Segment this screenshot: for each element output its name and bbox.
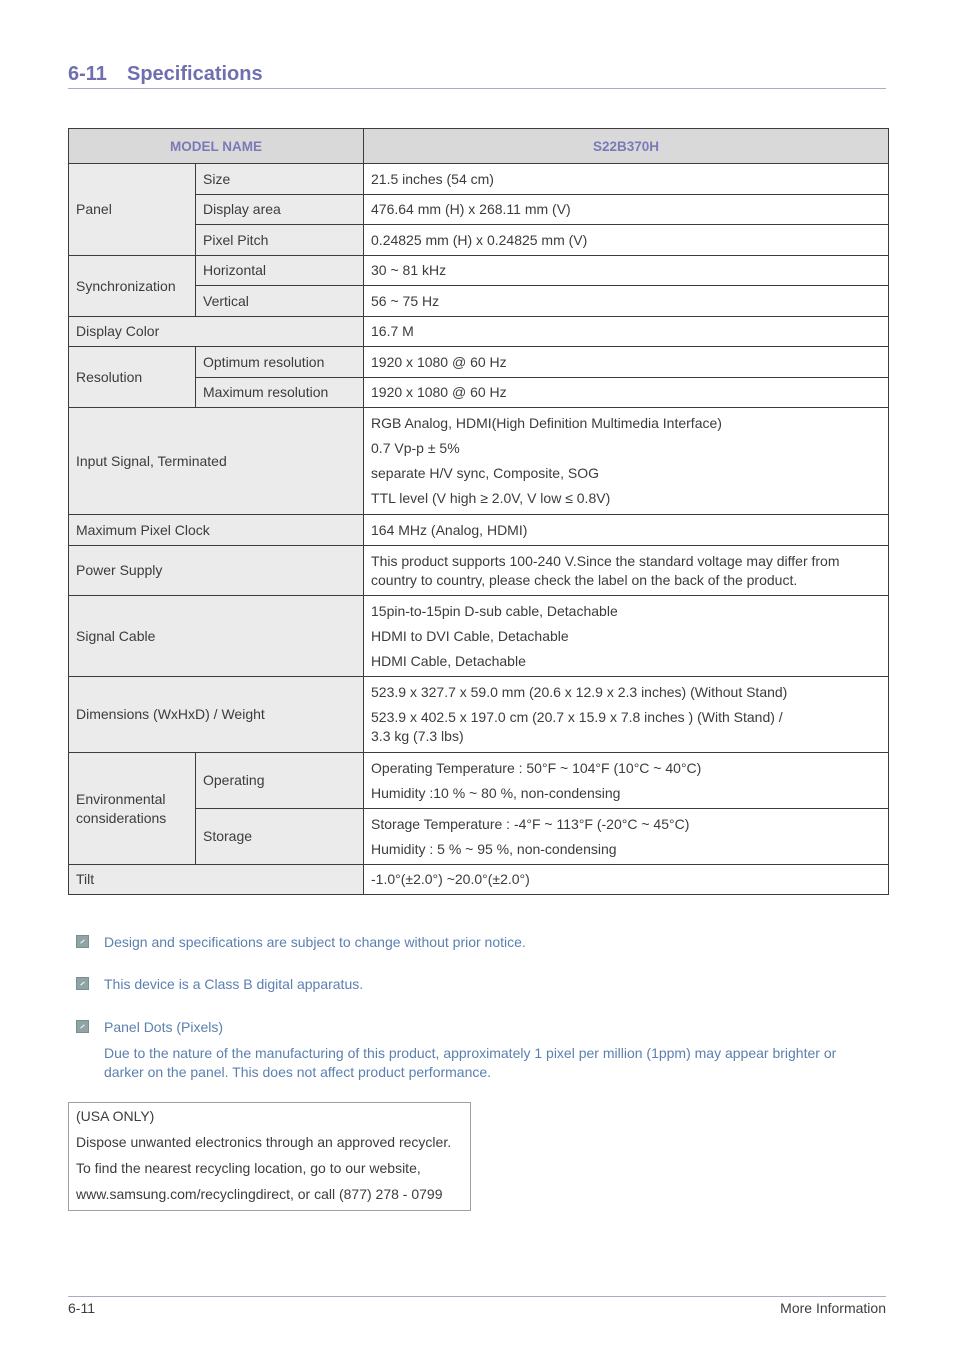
- input-signal-line: RGB Analog, HDMI(High Definition Multimedia Interface): [371, 415, 722, 431]
- table-header-row: [69, 129, 889, 164]
- environmental-label-line: Environmental: [76, 790, 166, 807]
- sub-label-maximum-resolution: Maximum resolution: [196, 378, 364, 408]
- row-label-dimensions: Dimensions (WxHxD) / Weight: [69, 677, 364, 753]
- page-footer: [68, 1296, 886, 1319]
- signal-cable-line: 15pin-to-15pin D-sub cable, Detachable: [371, 602, 618, 619]
- sub-label-display-area: Display area: [196, 195, 364, 225]
- storage-line: Storage Temperature : -4°F ~ 113°F (-20°C ~ 45°C): [371, 815, 690, 832]
- row-label-display-color: Display Color: [69, 317, 364, 347]
- value-display-color: 16.7 M: [364, 317, 889, 347]
- input-signal-line: separate H/V sync, Composite, SOG: [371, 465, 599, 481]
- power-supply-line: country to country, please check the label on the back of the product.: [371, 571, 798, 588]
- note-text-line: darker on the panel. This does not affect product performance.: [104, 1064, 492, 1080]
- note-text: [104, 1044, 894, 1082]
- note-icon: [76, 935, 89, 948]
- footer-section-name: More Information: [780, 1300, 886, 1316]
- row-label-input-signal: Input Signal, Terminated: [69, 408, 364, 515]
- signal-cable-line: HDMI Cable, Detachable: [371, 652, 526, 669]
- row-label-resolution: Resolution: [69, 347, 196, 408]
- usa-box-line: (USA ONLY): [76, 1108, 155, 1124]
- value-size: 21.5 inches (54 cm): [364, 164, 889, 195]
- table-row: [69, 753, 889, 809]
- sub-label-size: Size: [196, 164, 364, 195]
- note-text: This device is a Class B digital apparatus.: [104, 976, 364, 992]
- value-operating: [364, 753, 889, 809]
- specifications-table: [68, 128, 889, 895]
- header-model-value: S22B370H: [364, 129, 889, 164]
- table-row: [69, 546, 889, 596]
- table-row: [69, 408, 889, 515]
- note-item: [76, 933, 526, 952]
- table-row: [69, 347, 889, 378]
- sub-label-operating: Operating: [196, 753, 364, 809]
- note-icon: [76, 1020, 89, 1033]
- sub-label-storage: Storage: [196, 809, 364, 865]
- sub-label-pixel-pitch: Pixel Pitch: [196, 225, 364, 256]
- page-title: [68, 62, 886, 89]
- value-display-area: 476.64 mm (H) x 268.11 mm (V): [364, 195, 889, 225]
- table-row: [69, 164, 889, 195]
- storage-line: Humidity : 5 % ~ 95 %, non-condensing: [371, 840, 617, 857]
- row-label-pixel-clock: Maximum Pixel Clock: [69, 515, 364, 546]
- header-model-name: MODEL NAME: [69, 129, 364, 164]
- sub-label-horizontal: Horizontal: [196, 256, 364, 286]
- input-signal-line: TTL level (V high ≥ 2.0V, V low ≤ 0.8V): [371, 490, 611, 506]
- note-title: Panel Dots (Pixels): [104, 1019, 224, 1035]
- note-text: Design and specifications are subject to change without prior notice.: [104, 934, 526, 950]
- row-label-tilt: Tilt: [69, 865, 364, 895]
- table-row: [69, 515, 889, 546]
- footer-page-number: 6-11: [68, 1300, 95, 1316]
- usa-box-line: To find the nearest recycling location, go to our website,: [76, 1160, 421, 1176]
- table-row: [69, 677, 889, 753]
- value-signal-cable: [364, 596, 889, 677]
- note-item: [76, 975, 363, 994]
- table-row: [69, 317, 889, 347]
- dimensions-line: 523.9 x 402.5 x 197.0 cm (20.7 x 15.9 x 7.8 inches ) (With Stand) /: [371, 709, 783, 725]
- section-number: 6-11: [68, 63, 107, 85]
- sub-label-vertical: Vertical: [196, 286, 364, 317]
- row-label-panel: Panel: [69, 164, 196, 256]
- usa-box-line: Dispose unwanted electronics through an approved recycler.: [76, 1134, 452, 1150]
- value-input-signal: [364, 408, 889, 515]
- row-label-environmental: [69, 753, 196, 865]
- note-icon: [76, 977, 89, 990]
- power-supply-line: This product supports 100-240 V.Since the standard voltage may differ from: [371, 552, 840, 569]
- table-row: [69, 596, 889, 677]
- value-dimensions: [364, 677, 889, 753]
- row-label-synchronization: Synchronization: [69, 256, 196, 317]
- value-vertical: 56 ~ 75 Hz: [364, 286, 889, 317]
- operating-line: Humidity :10 % ~ 80 %, non-condensing: [371, 784, 621, 801]
- value-tilt: -1.0°(±2.0°) ~20.0°(±2.0°): [364, 865, 889, 895]
- value-horizontal: 30 ~ 81 kHz: [364, 256, 889, 286]
- environmental-label-line: considerations: [76, 809, 167, 826]
- section-title: Specifications: [127, 63, 263, 85]
- sub-label-optimum-resolution: Optimum resolution: [196, 347, 364, 378]
- row-label-signal-cable: Signal Cable: [69, 596, 364, 677]
- input-signal-line: 0.7 Vp-p ± 5%: [371, 440, 460, 456]
- operating-line: Operating Temperature : 50°F ~ 104°F (10°C ~ 40°C): [371, 759, 702, 776]
- dimensions-line: 523.9 x 327.7 x 59.0 mm (20.6 x 12.9 x 2.3 inches) (Without Stand): [371, 684, 788, 700]
- dimensions-line: 3.3 kg (7.3 lbs): [371, 728, 464, 744]
- usa-recycling-box: [68, 1102, 471, 1211]
- table-row: [69, 256, 889, 286]
- value-maximum-resolution: 1920 x 1080 @ 60 Hz: [364, 378, 889, 408]
- note-text-line: Due to the nature of the manufacturing of this product, approximately 1 pixel per million (1ppm) may appear brighter or: [104, 1045, 837, 1061]
- value-pixel-pitch: 0.24825 mm (H) x 0.24825 mm (V): [364, 225, 889, 256]
- usa-box-line: www.samsung.com/recyclingdirect, or call (877) 278 - 0799: [76, 1186, 443, 1202]
- value-power-supply: [364, 546, 889, 596]
- row-label-power-supply: Power Supply: [69, 546, 364, 596]
- value-pixel-clock: 164 MHz (Analog, HDMI): [364, 515, 889, 546]
- signal-cable-line: HDMI to DVI Cable, Detachable: [371, 627, 569, 644]
- value-storage: [364, 809, 889, 865]
- value-optimum-resolution: 1920 x 1080 @ 60 Hz: [364, 347, 889, 378]
- table-row: [69, 865, 889, 895]
- note-item: [76, 1018, 894, 1082]
